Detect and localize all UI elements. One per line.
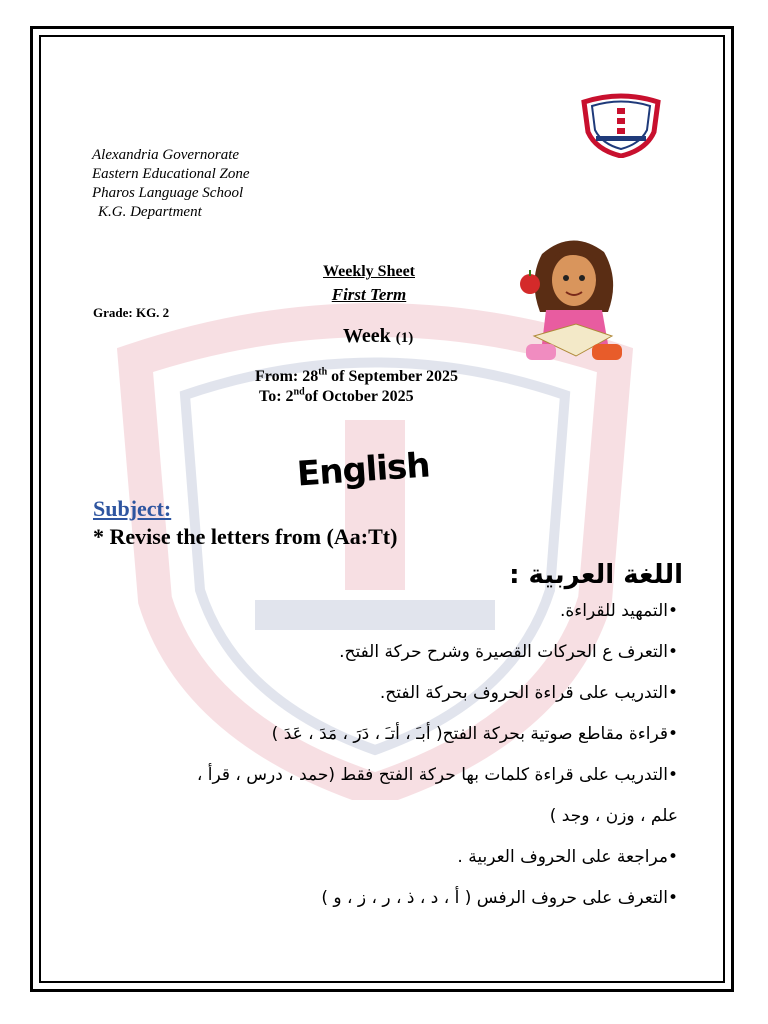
- zone-line: Eastern Educational Zone: [92, 166, 250, 182]
- week-number: (1): [395, 330, 414, 346]
- week-word: Week: [343, 325, 391, 347]
- english-objective: * Revise the letters from (Aa:Tt): [93, 524, 398, 549]
- department-line: K.G. Department: [98, 204, 202, 220]
- list-item: •التمهيد للقراءة.: [560, 601, 678, 621]
- list-item: •مراجعة على الحروف العربية .: [457, 847, 678, 867]
- list-item: •التعرف على حروف الرفس ( أ ، د ، ذ ، ر ، ز ، و ): [321, 888, 678, 908]
- sheet-title: Weekly Sheet: [323, 263, 415, 280]
- from-prefix: From: 28: [255, 368, 319, 385]
- english-banner: English: [295, 445, 431, 495]
- from-sup: th: [318, 366, 328, 378]
- school-logo: [578, 92, 664, 158]
- from-suffix: of September 2025: [327, 368, 458, 385]
- subject-label: Subject:: [93, 496, 172, 521]
- date-to: [259, 388, 414, 406]
- to-suffix: of October 2025: [304, 388, 414, 405]
- to-prefix: To: 2: [259, 388, 294, 405]
- date-from: [255, 368, 458, 386]
- arabic-title: اللغة العربية :: [509, 560, 683, 590]
- grade-label: Grade: KG. 2: [93, 305, 170, 320]
- arabic-objectives-list: [78, 600, 678, 928]
- to-sup: nd: [293, 386, 305, 398]
- list-item: •قراءة مقاطع صوتية بحركة الفتح( أبـَ ، أتـَ ، دَرَ ، مَدَ ، عَدَ ): [271, 724, 678, 744]
- school-line: Pharos Language School: [92, 185, 244, 201]
- list-item: •التدريب على قراءة الحروف بحركة الفتح.: [379, 683, 678, 703]
- cartoon-girl-illustration: [516, 232, 628, 368]
- list-item: •التدريب على قراءة كلمات بها حركة الفتح فقط (حمد ، درس ، قرأ ،: [196, 765, 678, 785]
- school-header: [92, 146, 250, 222]
- governorate-line: Alexandria Governorate: [92, 147, 240, 163]
- term-title: First Term: [331, 285, 407, 304]
- list-item: •التعرف ع الحركات القصيرة وشرح حركة الفتح.: [339, 642, 678, 662]
- list-item: علم ، وزن ، وجد ): [549, 806, 678, 826]
- week-label: [343, 325, 413, 348]
